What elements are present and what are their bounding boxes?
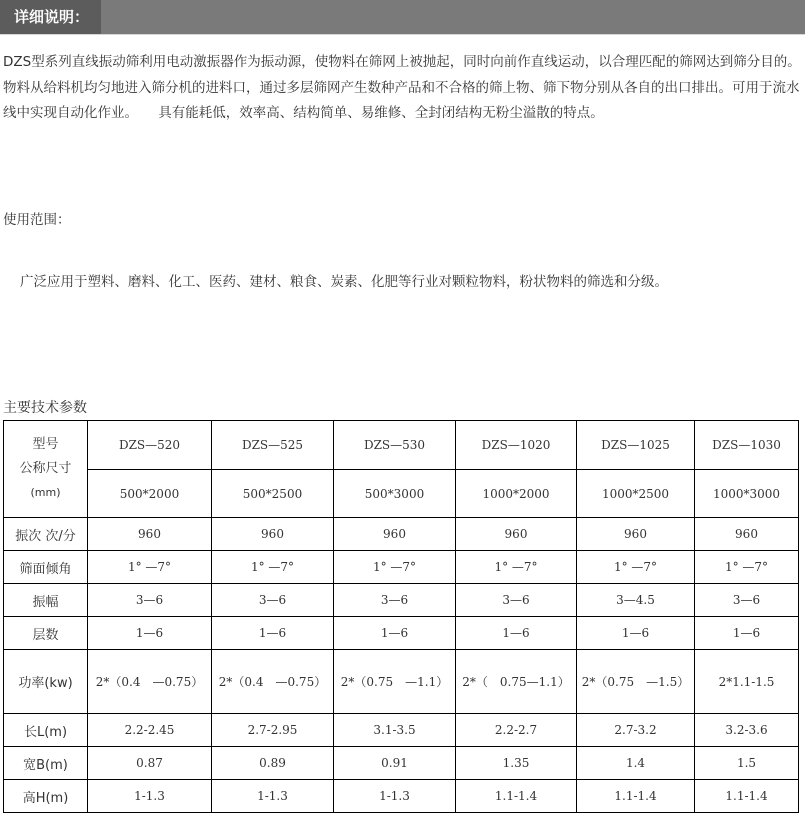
table-row-frequency <box>4 518 799 551</box>
value-cell: 1° —7° <box>577 551 695 584</box>
table-row-angle <box>4 551 799 584</box>
value-cell: 0.91 <box>334 747 456 780</box>
row-label: 振次 次/分 <box>4 518 88 551</box>
table-row-size <box>4 470 799 518</box>
value-cell: 1—6 <box>88 617 212 650</box>
header-label-unit: (mm) <box>30 486 61 499</box>
table-row-power <box>4 650 799 714</box>
row-label: 宽B(m) <box>4 747 88 780</box>
value-cell: 0.87 <box>88 747 212 780</box>
usage-label: 使用范围： <box>3 212 71 228</box>
table-row-height <box>4 780 799 813</box>
value-cell: 1-1.3 <box>88 780 212 813</box>
value-cell: 3—6 <box>212 584 334 617</box>
table-row-length <box>4 714 799 747</box>
value-cell: 960 <box>695 518 799 551</box>
size-cell: 1000*3000 <box>695 470 799 518</box>
size-cell: 1000*2500 <box>577 470 695 518</box>
row-label: 功率(kw) <box>4 650 88 714</box>
section-header-title: 详细说明： <box>0 0 101 34</box>
value-cell: 1—6 <box>212 617 334 650</box>
table-row-amplitude <box>4 584 799 617</box>
value-cell: 1° —7° <box>456 551 577 584</box>
size-cell: 500*3000 <box>334 470 456 518</box>
value-cell: 960 <box>88 518 212 551</box>
value-cell: 1-1.3 <box>212 780 334 813</box>
value-cell: 1.1-1.4 <box>695 780 799 813</box>
header-label-size: 公称尺寸 <box>19 461 72 476</box>
product-description: DZS型系列直线振动筛利用电动激振器作为振动源，使物料在筛网上被抛起，同时向前作直线运动，以合理匹配的筛网达到筛分目的。物料从给料机均匀地进入筛分机的进料口，通过多层筛网产生数种产品和不合格的筛上物、筛下物分别从各自的出口排出。可用于流水线中实现自动化作业。 具有能耗低，效率高、结构简单、易维修、全封闭结构无粉尘溢散的特点。 <box>3 54 801 121</box>
model-cell: DZS—530 <box>334 421 456 470</box>
value-cell: 3.2-3.6 <box>695 714 799 747</box>
table-row-layers <box>4 617 799 650</box>
value-cell: 3—6 <box>334 584 456 617</box>
model-cell: DZS—1025 <box>577 421 695 470</box>
value-cell: 1° —7° <box>212 551 334 584</box>
row-label: 筛面倾角 <box>4 551 88 584</box>
header-label-model: 型号 <box>32 437 59 452</box>
value-cell: 1.4 <box>577 747 695 780</box>
row-label: 层数 <box>4 617 88 650</box>
value-cell: 3—6 <box>88 584 212 617</box>
value-cell: 2*（0.75 —1.1） <box>334 650 456 714</box>
value-cell: 1-1.3 <box>334 780 456 813</box>
value-cell: 1.1-1.4 <box>577 780 695 813</box>
value-cell: 1—6 <box>334 617 456 650</box>
table-row-width <box>4 747 799 780</box>
value-cell: 1—6 <box>577 617 695 650</box>
value-cell: 2.7-3.2 <box>577 714 695 747</box>
header-label-cell <box>4 421 88 518</box>
value-cell: 1° —7° <box>334 551 456 584</box>
value-cell: 2*1.1-1.5 <box>695 650 799 714</box>
value-cell: 2*（0.4 —0.75） <box>212 650 334 714</box>
value-cell: 2.2-2.7 <box>456 714 577 747</box>
value-cell: 1.1-1.4 <box>456 780 577 813</box>
value-cell: 2.2-2.45 <box>88 714 212 747</box>
tech-params-table <box>3 420 799 813</box>
section-header-bar <box>0 0 805 34</box>
value-cell: 1° —7° <box>88 551 212 584</box>
value-cell: 960 <box>577 518 695 551</box>
value-cell: 1—6 <box>456 617 577 650</box>
value-cell: 960 <box>456 518 577 551</box>
value-cell: 1.5 <box>695 747 799 780</box>
params-title: 主要技术参数 <box>3 400 87 416</box>
value-cell: 0.89 <box>212 747 334 780</box>
value-cell: 2*（0.75 —1.5） <box>577 650 695 714</box>
model-cell: DZS—525 <box>212 421 334 470</box>
value-cell: 960 <box>212 518 334 551</box>
usage-text: 广泛应用于塑料、磨料、化工、医药、建材、粮食、炭素、化肥等行业对颗粒物料，粉状物料的筛选和分级。 <box>20 274 668 290</box>
row-label: 振幅 <box>4 584 88 617</box>
header-divider <box>0 34 805 35</box>
value-cell: 2.7-2.95 <box>212 714 334 747</box>
model-cell: DZS—1030 <box>695 421 799 470</box>
model-cell: DZS—520 <box>88 421 212 470</box>
value-cell: 3—6 <box>695 584 799 617</box>
row-label: 高H(m) <box>4 780 88 813</box>
table-row-model <box>4 421 799 470</box>
value-cell: 960 <box>334 518 456 551</box>
size-cell: 500*2000 <box>88 470 212 518</box>
value-cell: 1° —7° <box>695 551 799 584</box>
value-cell: 3—6 <box>456 584 577 617</box>
value-cell: 1.35 <box>456 747 577 780</box>
value-cell: 1—6 <box>695 617 799 650</box>
row-label: 长L(m) <box>4 714 88 747</box>
value-cell: 2*（0.4 —0.75） <box>88 650 212 714</box>
value-cell: 3—4.5 <box>577 584 695 617</box>
size-cell: 500*2500 <box>212 470 334 518</box>
model-cell: DZS—1020 <box>456 421 577 470</box>
value-cell: 3.1-3.5 <box>334 714 456 747</box>
value-cell: 2*（ 0.75—1.1） <box>456 650 577 714</box>
size-cell: 1000*2000 <box>456 470 577 518</box>
